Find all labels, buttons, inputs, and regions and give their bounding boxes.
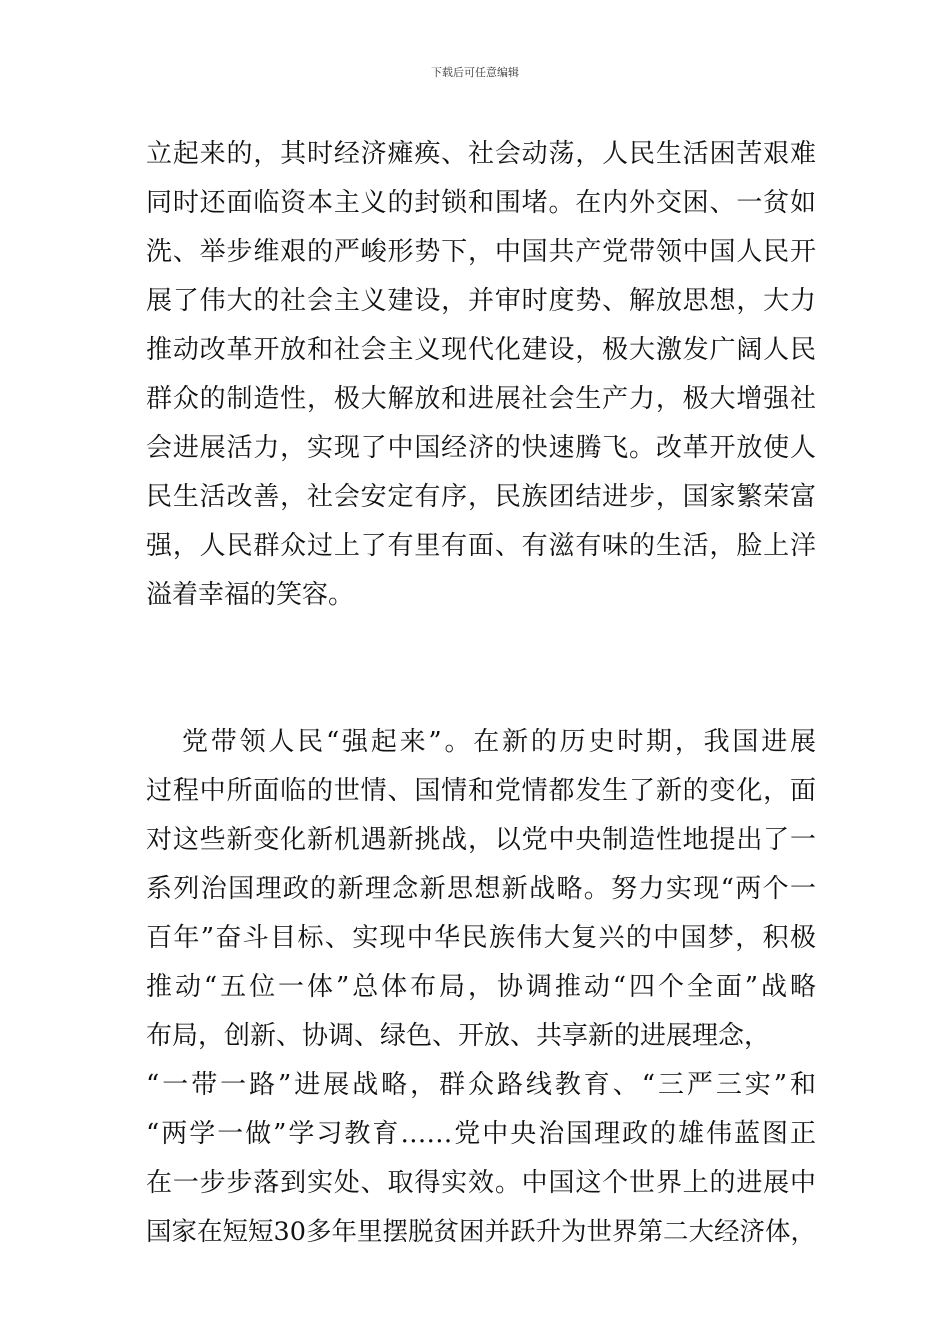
text-line: 在一步步落到实处、取得实效。中国这个世界上的进展中 — [146, 1168, 816, 1198]
text-line: 布局，创新、协调、绿色、开放、共享新的进展理念， — [146, 1021, 771, 1051]
text-line: 展了伟大的社会主义建设，并审时度势、解放思想，大力 — [146, 286, 816, 316]
text-line: 百年”奋斗目标、实现中华民族伟大复兴的中国梦，积极 — [146, 923, 816, 953]
text-line: 对这些新变化新机遇新挑战，以党中央制造性地提出了一 — [146, 825, 816, 855]
text-line: 过程中所面临的世情、国情和党情都发生了新的变化，面 — [146, 776, 816, 806]
text-line: 洗、举步维艰的严峻形势下，中国共产党带领中国人民开 — [146, 237, 816, 267]
text-line: 溢着幸福的笑容。 — [146, 580, 355, 610]
text-line: 同时还面临资本主义的封锁和围堵。在内外交困、一贫如 — [146, 188, 816, 218]
text-line: 民生活改善，社会安定有序，民族团结进步，国家繁荣富 — [146, 482, 816, 512]
text-line: “一带一路”进展战略，群众路线教育、“三严三实”和 — [146, 1070, 816, 1100]
text-line: 立起来的，其时经济瘫痪、社会动荡，人民生活困苦艰难 — [146, 139, 816, 169]
text-line: 强，人民群众过上了有里有面、有滋有味的生活，脸上洋 — [146, 531, 816, 561]
text-line: 群众的制造性，极大解放和进展社会生产力，极大增强社 — [146, 384, 816, 414]
paragraph-gap — [146, 620, 816, 718]
text-line: 党带领人民“强起来”。在新的历史时期，我国进展 — [182, 727, 816, 757]
paragraph-2 — [146, 718, 816, 1257]
text-line: 国家在短短30多年里摆脱贫困并跃升为世界第二大经济体， — [146, 1217, 816, 1247]
text-line: 会进展活力，实现了中国经济的快速腾飞。改革开放使人 — [146, 433, 816, 463]
page-header: 下载后可任意编辑 — [431, 66, 519, 79]
paragraph-1 — [146, 130, 816, 620]
text-line: 系列治国理政的新理念新思想新战略。努力实现“两个一 — [146, 874, 816, 904]
text-line: 推动“五位一体”总体布局，协调推动“四个全面”战略 — [146, 972, 816, 1002]
text-line: 推动改革开放和社会主义现代化建设，极大激发广阔人民 — [146, 335, 816, 365]
text-line: “两学一做”学习教育……党中央治国理政的雄伟蓝图正 — [146, 1119, 816, 1149]
document-body — [146, 130, 816, 1257]
